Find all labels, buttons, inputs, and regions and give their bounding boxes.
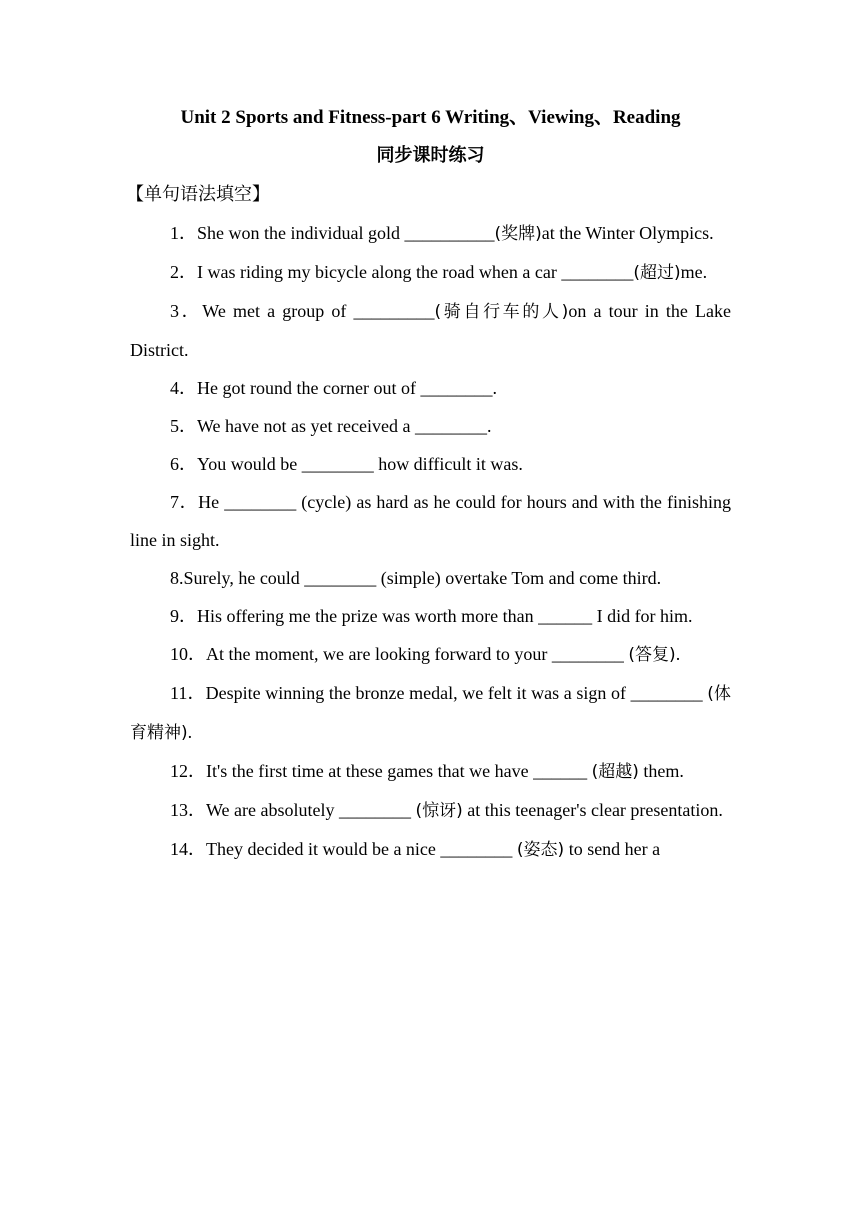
question-item: [130, 674, 731, 752]
section-heading: 【单句语法填空】: [126, 184, 270, 205]
question-text-after: me.: [680, 262, 708, 282]
question-item: [130, 791, 731, 830]
question-number: 11．: [170, 683, 206, 703]
question-text-before: He ________ (cycle) as hard as he could for hours and with the finishing line in sight.: [130, 492, 731, 550]
question-item: [130, 752, 731, 791]
question-text-before: We met a group of: [202, 301, 354, 321]
answer-blank[interactable]: __________: [404, 223, 495, 243]
question-number: 3．: [170, 301, 203, 321]
question-item: [130, 407, 731, 445]
question-text-before: She won the individual gold: [197, 223, 405, 243]
question-number: 12．: [170, 761, 206, 781]
question-text-after: them.: [638, 761, 684, 781]
question-number: 5．: [170, 416, 197, 436]
question-hint: (超越): [591, 762, 639, 782]
question-hint: (骑自行车的人): [434, 302, 569, 322]
question-text-before: Surely, he could ________ (simple) overtake Tom and come third.: [183, 568, 662, 588]
question-number: 10．: [170, 644, 206, 664]
question-text-before: He got round the corner out of: [197, 378, 421, 398]
question-text-after: to send her a: [564, 839, 661, 859]
answer-blank[interactable]: ________: [414, 416, 487, 436]
question-hint: (姿态): [516, 840, 565, 860]
question-item: [130, 635, 731, 674]
question-text-after: .: [675, 644, 681, 664]
question-hint: (答复): [628, 645, 676, 665]
question-text-before: I was riding my bicycle along the road when a car: [197, 262, 562, 282]
answer-blank[interactable]: ________: [561, 262, 634, 282]
answer-blank[interactable]: ________: [301, 454, 374, 474]
question-number: 1．: [170, 223, 197, 243]
question-number: 14．: [170, 839, 206, 859]
question-text-before: We are absolutely ________: [206, 800, 416, 820]
question-number: 8.: [170, 568, 184, 588]
question-hint: (超过): [633, 263, 681, 283]
question-text-after: at the Winter Olympics.: [541, 223, 714, 243]
question-hint: (奖牌): [494, 224, 542, 244]
question-list: [130, 214, 731, 869]
question-text-before: You would be: [197, 454, 302, 474]
question-item: [130, 483, 731, 559]
question-text-after: how difficult it was.: [373, 454, 523, 474]
question-number: 2．: [170, 262, 197, 282]
question-item: [130, 292, 731, 369]
document-title: Unit 2 Sports and Fitness-part 6 Writing、Viewing、Reading: [180, 107, 681, 128]
question-text-after: on a tour in the Lake District.: [130, 301, 732, 360]
question-text-before: His offering me the prize was worth more than ______ I did for him.: [197, 606, 693, 626]
document-subtitle: 同步课时练习: [376, 145, 485, 166]
question-text-before: It's the first time at these games that we have ______: [206, 761, 592, 781]
question-number: 4．: [170, 378, 197, 398]
question-number: 7．: [170, 492, 199, 512]
question-text-before: We have not as yet received a: [197, 416, 415, 436]
question-text-after: .: [492, 378, 497, 398]
question-text-before: Despite winning the bronze medal, we felt it was a sign of ________: [205, 683, 708, 703]
question-item: [130, 214, 731, 253]
question-number: 13．: [170, 800, 206, 820]
answer-blank[interactable]: _________: [353, 301, 435, 321]
question-number: 9．: [170, 606, 197, 626]
question-text-after: .: [486, 416, 492, 436]
answer-blank[interactable]: ________: [420, 378, 493, 398]
question-hint: (体育精神): [130, 684, 731, 743]
question-text-before: They decided it would be a nice ________: [206, 839, 517, 859]
question-item: [130, 597, 731, 635]
question-number: 6．: [170, 454, 197, 474]
question-text-before: At the moment, we are looking forward to your ________: [206, 644, 629, 664]
document-page: [126, 100, 732, 869]
question-text-after: .: [187, 722, 193, 742]
question-item: [130, 445, 731, 483]
question-hint: (惊讶): [415, 801, 463, 821]
question-text-after: at this teenager's clear presentation.: [462, 800, 723, 820]
question-item: [130, 253, 731, 292]
question-item: [130, 830, 731, 869]
question-item: [130, 369, 731, 407]
question-item: [130, 559, 731, 597]
